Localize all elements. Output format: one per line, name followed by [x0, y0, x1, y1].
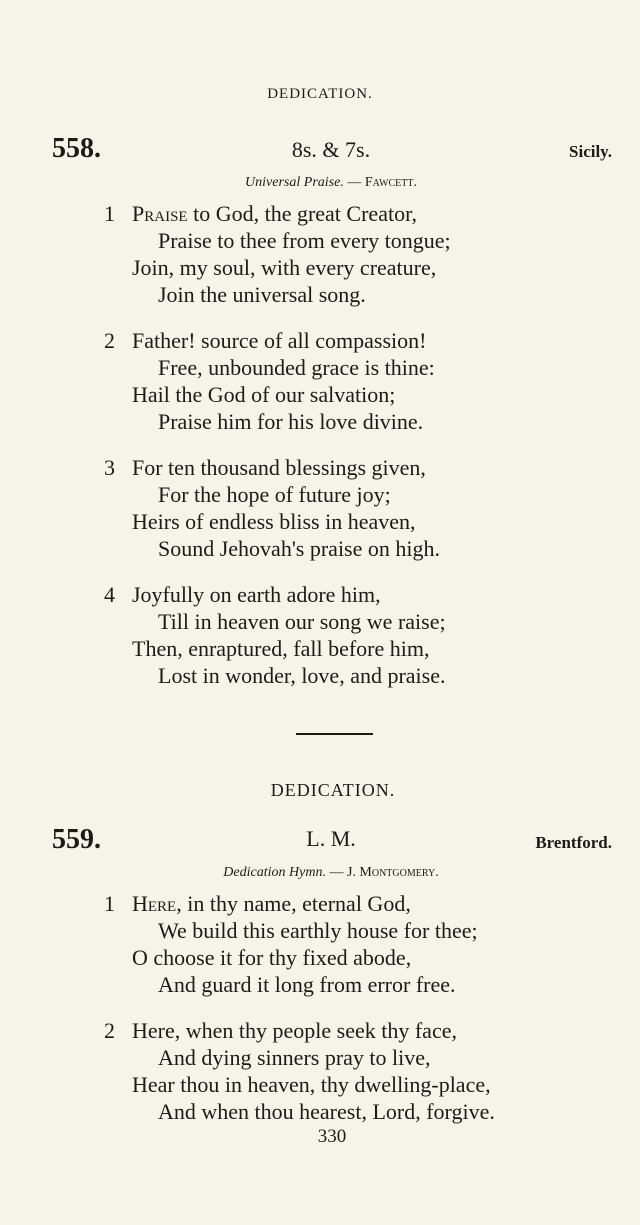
page-number: 330	[317, 1126, 347, 1147]
tune-name: Sicily.	[569, 142, 612, 161]
verse-first-word: Praise	[132, 201, 188, 226]
attribution-separator: —	[343, 175, 365, 190]
verse-line: O choose it for thy fixed abode,	[132, 945, 412, 970]
verse-line: For ten thousand blessings given,	[132, 455, 426, 480]
hymn-subject: Universal Praise.	[245, 175, 344, 190]
verse-line: Free, unbounded grace is thine:	[158, 355, 435, 380]
verse-first-word: Here	[132, 891, 177, 916]
running-head: DEDICATION.	[267, 86, 373, 102]
verse-line: Join, my soul, with every creature,	[132, 255, 437, 280]
verse-line	[132, 201, 417, 227]
verse-line: For the hope of future joy;	[158, 482, 391, 507]
tune-name: Brentford.	[535, 833, 612, 852]
verse-line: Joyfully on earth adore him,	[132, 582, 381, 607]
section-heading: DEDICATION.	[270, 780, 396, 800]
hymn-author: Montgomery.	[359, 865, 439, 880]
hymn-subject: Dedication Hymn.	[223, 865, 326, 880]
verse-number: 2	[104, 328, 115, 353]
verse-line: Join the universal song.	[158, 282, 366, 307]
verse-line: Till in heaven our song we raise;	[158, 609, 446, 634]
verse-number: 1	[104, 201, 115, 226]
verse-line: Lost in wonder, love, and praise.	[158, 663, 446, 688]
section-divider	[296, 733, 373, 735]
verse-line: We build this earthly house for thee;	[158, 918, 478, 943]
hymn-meter: L. M.	[306, 826, 356, 851]
verse-number: 2	[104, 1018, 115, 1043]
hymn-number: 558.	[52, 133, 101, 164]
hymn-meter: 8s. & 7s.	[291, 137, 371, 162]
attribution-separator: — J.	[325, 865, 360, 880]
verse-line-text: , in thy name, eternal God,	[176, 891, 411, 916]
verse-line: Hear thou in heaven, thy dwelling-place,	[132, 1072, 491, 1097]
hymn-number: 559.	[52, 824, 101, 855]
verse-line	[132, 891, 411, 917]
verse-line: Father! source of all compassion!	[132, 328, 427, 353]
verse-line: Hail the God of our salvation;	[132, 382, 396, 407]
verse-line: And guard it long from error free.	[158, 972, 456, 997]
verse-number: 3	[104, 455, 115, 480]
verse-number: 4	[104, 582, 115, 607]
verse-line: Praise to thee from every tongue;	[158, 228, 451, 253]
verse-line: And when thou hearest, Lord, forgive.	[158, 1099, 495, 1124]
hymn-attribution	[0, 865, 640, 881]
verse-line: Sound Jehovah's praise on high.	[158, 536, 440, 561]
verse-line-text: to God, the great Creator,	[187, 201, 418, 226]
hymn-attribution	[0, 175, 640, 191]
verse-line: Here, when thy people seek thy face,	[132, 1018, 457, 1043]
verse-line: Heirs of endless bliss in heaven,	[132, 509, 416, 534]
hymn-author: Fawcett.	[364, 175, 417, 190]
verse-line: And dying sinners pray to live,	[158, 1045, 431, 1070]
verse-number: 1	[104, 891, 115, 916]
verse-line: Then, enraptured, fall before him,	[132, 636, 430, 661]
verse-line: Praise him for his love divine.	[158, 409, 424, 434]
